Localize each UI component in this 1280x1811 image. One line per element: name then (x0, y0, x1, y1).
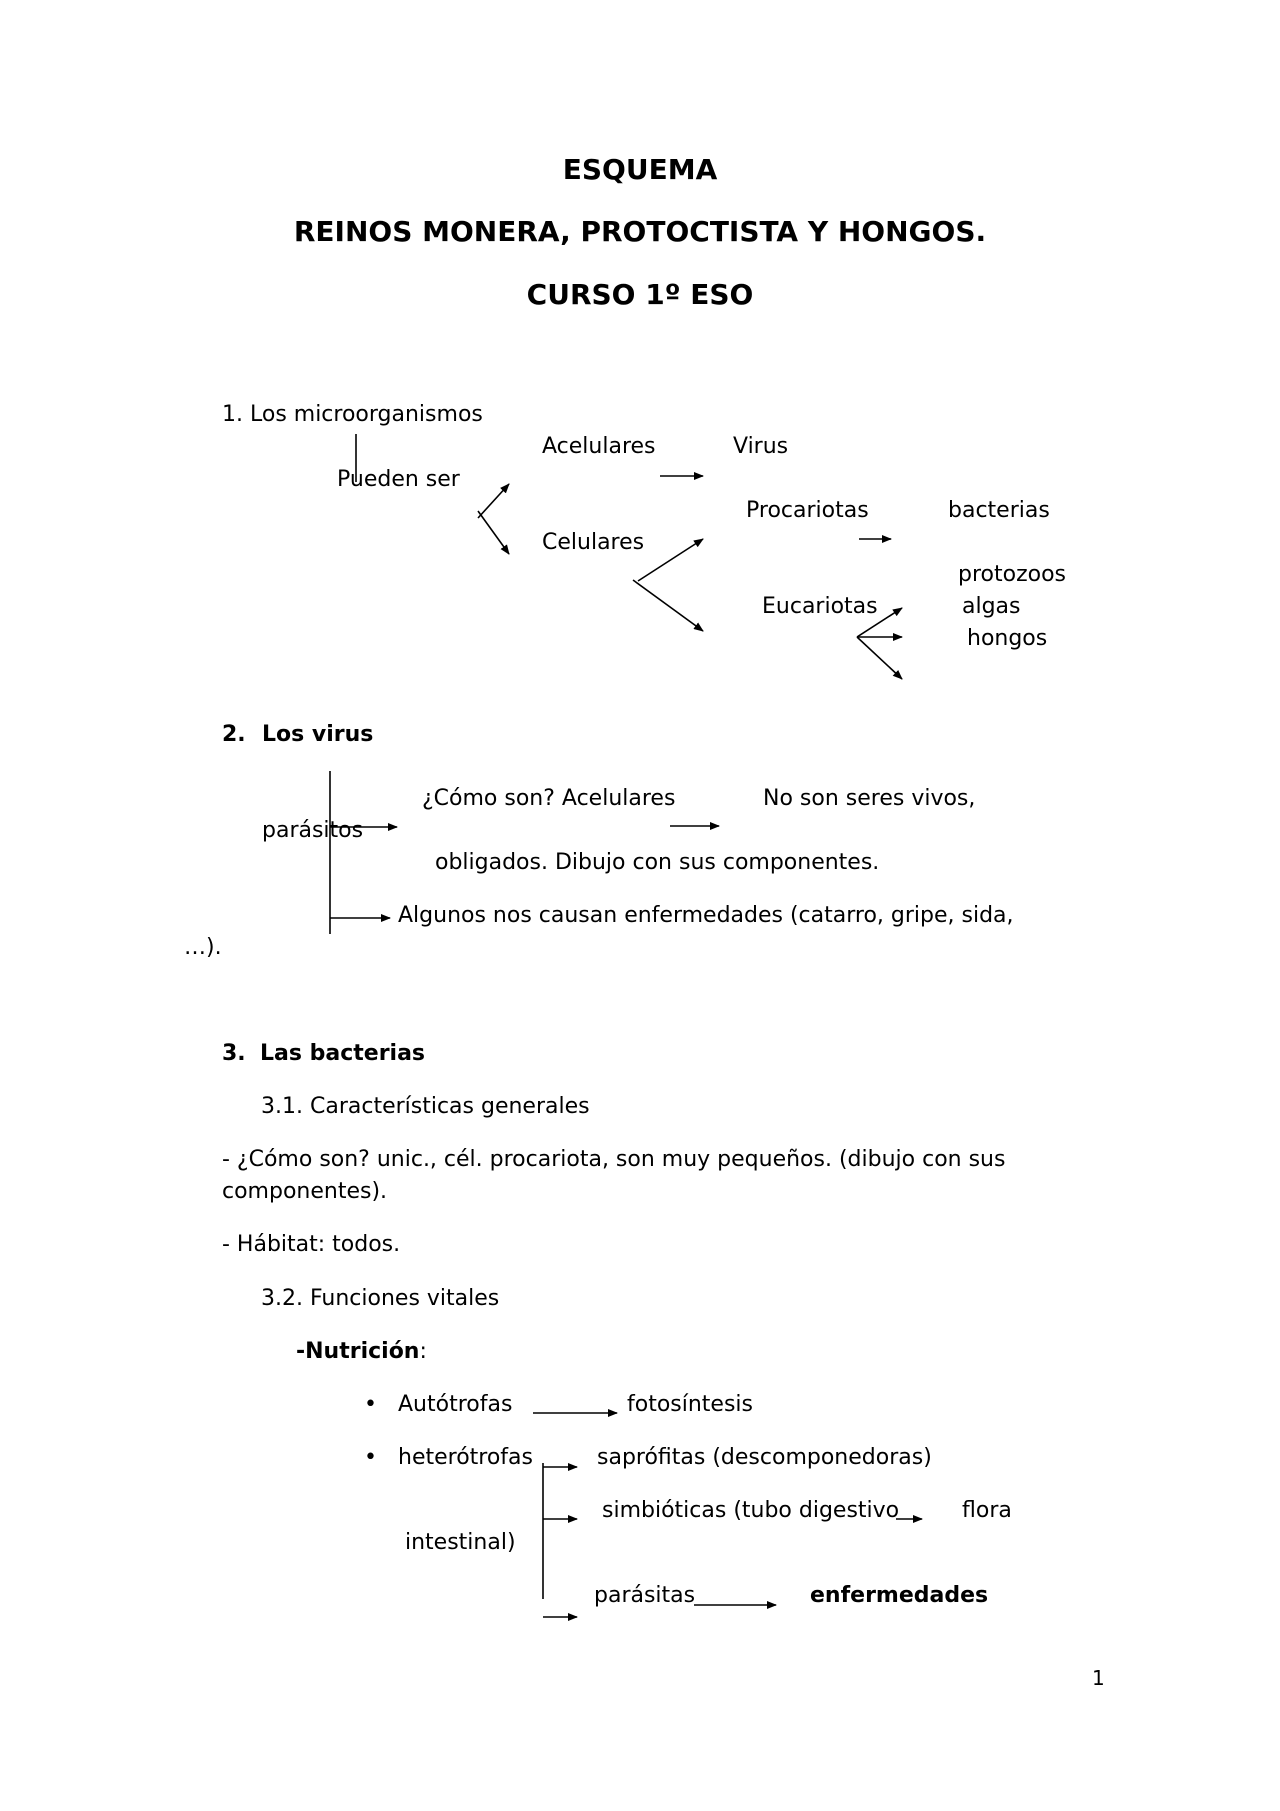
label-enfermedades: enfermedades (810, 1583, 989, 1608)
section1-heading: 1. Los microorganismos (222, 402, 483, 427)
bullet-heterotrofas: • (364, 1445, 377, 1470)
course-label: CURSO 1º ESO (526, 278, 754, 311)
nutricion-colon: : (419, 1339, 427, 1364)
virus-ellipsis: …). (184, 935, 222, 960)
bullet-autotrofas: • (364, 1392, 377, 1417)
nutricion-label: -Nutrición (296, 1339, 420, 1364)
label-algas: algas (962, 594, 1021, 619)
bacterias-como-son-line2: componentes). (222, 1179, 388, 1204)
document-subtitle: REINOS MONERA, PROTOCTISTA Y HONGOS. (293, 215, 987, 248)
label-bacterias: bacterias (948, 498, 1050, 523)
subsection-3-1: 3.1. Características generales (261, 1094, 590, 1119)
label-heterotrofas: heterótrofas (398, 1445, 533, 1470)
label-eucariotas: Eucariotas (762, 594, 878, 619)
virus-obligados: obligados. Dibujo con sus componentes. (435, 850, 880, 875)
label-pueden-ser: Pueden ser (337, 467, 460, 492)
section2-number: 2. (222, 722, 246, 747)
section3-number: 3. (222, 1041, 246, 1066)
virus-no-son-seres-vivos: No son seres vivos, (763, 786, 976, 811)
label-fotosintesis: fotosíntesis (627, 1392, 754, 1417)
virus-enfermedades: Algunos nos causan enfermedades (catarro, gripe, sida, (398, 903, 1014, 928)
document-title: ESQUEMA (562, 153, 718, 186)
section2-heading: Los virus (262, 722, 374, 747)
bacterias-como-son-line1: - ¿Cómo son? unic., cél. procariota, son muy pequeños. (dibujo con sus (222, 1147, 1006, 1172)
label-parasitas: parásitas (594, 1583, 696, 1608)
virus-parasitos: parásitos (262, 818, 364, 843)
arrow-to-celulares (478, 511, 509, 554)
arrow-to-protozoos (857, 608, 902, 637)
label-protozoos: protozoos (958, 562, 1067, 587)
subsection-3-2: 3.2. Funciones vitales (261, 1286, 500, 1311)
arrow-to-eucariotas (633, 580, 703, 631)
virus-como-son: ¿Cómo son? Acelulares (422, 786, 676, 811)
label-intestinal: intestinal) (405, 1530, 516, 1555)
arrow-to-acelulares (478, 484, 509, 518)
label-autotrofas: Autótrofas (398, 1392, 513, 1417)
label-hongos: hongos (967, 626, 1048, 651)
section3-heading: Las bacterias (260, 1041, 426, 1066)
label-virus: Virus (733, 434, 789, 459)
label-celulares: Celulares (542, 530, 645, 555)
label-acelulares: Acelulares (542, 434, 656, 459)
label-simbioticas: simbióticas (tubo digestivo (602, 1498, 900, 1523)
label-saprofitas: saprófitas (descomponedoras) (597, 1445, 932, 1470)
label-flora: flora (962, 1498, 1012, 1523)
bacterias-habitat: - Hábitat: todos. (222, 1232, 401, 1257)
page-number: 1 (1092, 1666, 1105, 1690)
label-procariotas: Procariotas (746, 498, 869, 523)
arrow-to-procariotas (638, 539, 703, 581)
arrow-to-hongos (857, 637, 902, 679)
